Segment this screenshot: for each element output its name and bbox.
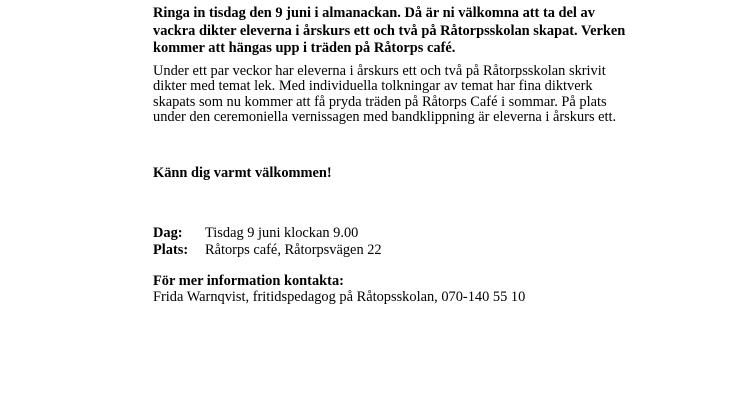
place-label: Plats: (153, 241, 189, 258)
place-value: Råtorps café, Råtorpsvägen 22 (205, 241, 382, 258)
detail-row-place (153, 242, 633, 259)
day-label: Dag: (153, 224, 183, 241)
contact-heading: För mer information kontakta: (153, 272, 344, 289)
contact-section (153, 273, 633, 305)
body-paragraph: Under ett par veckor har eleverna i årskurs ett och två på Råtorpsskolan skrivit dikter med temat lek. Med individuella tolkningar av temat har fina diktverk skapats som nu kommer att få pryda träden på Råtorps Café i sommar. På plats under den ceremoniella vernissagen med bandklippning är eleverna i årskurs ett. (153, 62, 617, 126)
document-page (153, 5, 633, 305)
day-value: Tisdag 9 juni klockan 9.00 (205, 224, 359, 241)
welcome-line: Känn dig varmt välkommen! (153, 164, 332, 181)
intro-paragraph: Ringa in tisdag den 9 juni i almanackan. Då är ni välkomna att ta del av vackra dikter eleverna i årskurs ett och två på Råtorpsskolan skapat. Verken kommer att hängas upp i träden på Råtorps café. (153, 5, 626, 56)
contact-text: Frida Warnqvist, fritidspedagog på Råtopsskolan, 070-140 55 10 (153, 288, 526, 305)
event-details (153, 225, 633, 259)
detail-row-day (153, 225, 633, 242)
